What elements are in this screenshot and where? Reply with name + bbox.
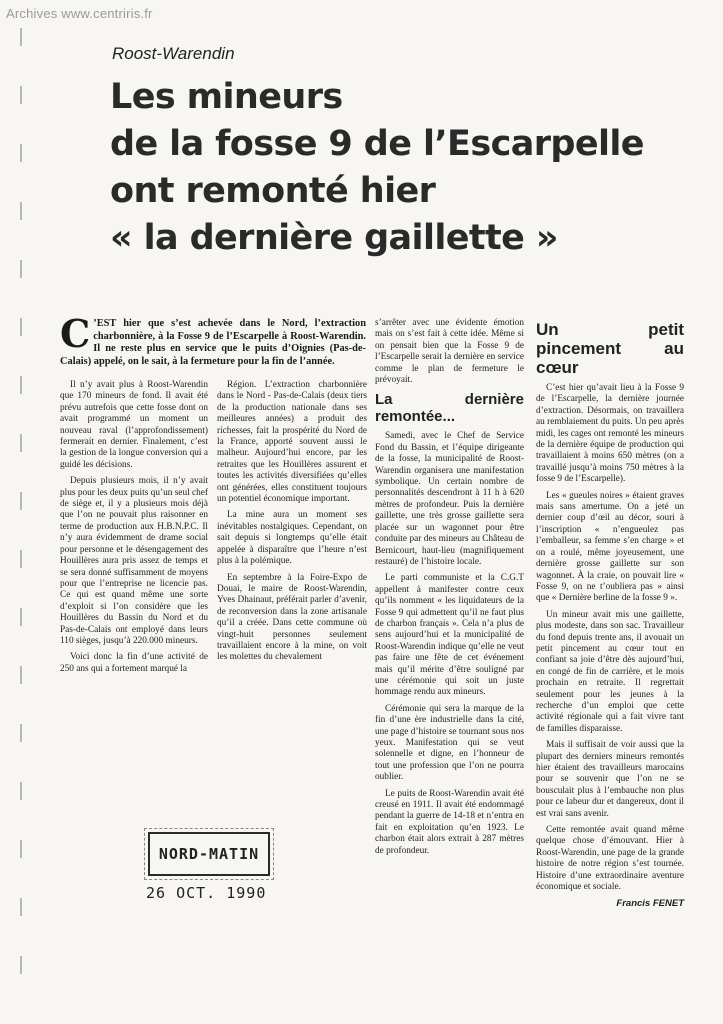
paragraph: Voici donc la fin d’une activité de 250 ans qui a fortement marqué la xyxy=(60,652,208,674)
paragraph: Cérémonie qui sera la marque de la fin d’une ère industrielle dans la cité, une page d’histoire se tournant sous nos yeux. Manifestation qui se veut solennelle et digne, en l’honneur de tout une profession que l’on ne pourra oublier. xyxy=(375,703,524,783)
paragraph: En septembre à la Foire-Expo de Douai, le maire de Roost-Warendin, Yves Dhainaut, préférait parler d’avenir, de reconversion dans la zone artisanale qu’il a créée. Dans cette commune où vingt-huit personnes seulement travaillaient encore à la mine, on voit les molettes du chevalement xyxy=(217,572,367,663)
subheading: Un petit pincement au cœur xyxy=(536,320,684,377)
paragraph: Un mineur avait mis une gaillette, plus modeste, dans son sac. Travailleur du fond depuis trente ans, il avouait un petit pincement au cœur tout en confiant sa joie d’être dès aujourd’hui, en congé de fin de carrière, et le mois prochain en retraite. Il regrettait seulement pour les jeunes à la recherche d’un emploi que cette activité régionale qui a fait vivre tant de familles disparaisse. xyxy=(536,609,684,734)
paragraph: C’est hier qu’avait lieu à la Fosse 9 de l’Escarpelle, la dernière journée d’extraction. Désormais, on travaillera au remblaiement du puits. Un peu après midi, les cages ont remonté les mineurs de la dernière équipe de production qui travaillaient à moins 650 mètres (on a travaillé jusqu’à moins 750 mètres à la fosse 9 de l’Escarpelle). xyxy=(536,383,684,485)
paragraph: Il n’y avait plus à Roost-Warendin que 170 mineurs de fond. Il avait été prévu autrefois que cette fosse dont on avait programmé un moment un nouveau raval (l’approfondissement) fermerait en dernier. Finalement, c’est la gestion de la longue conversion qui a guidé les décisions. xyxy=(60,380,208,470)
date-stamp: 26 OCT. 1990 xyxy=(146,884,267,902)
headline-line: « la dernière gaillette » xyxy=(110,218,558,258)
headline-line: ont remonté hier xyxy=(110,171,436,211)
paragraph: s’arrêter avec une évidente émotion mais on s’est fait à cette idée. Même si on pensait bien que la Fosse 9 de l’Escarpelle serait la dernière en service comme le plan de fermeture le prévoyait. xyxy=(375,318,524,386)
binder-holes xyxy=(14,28,30,988)
paragraph: Région. L’extraction charbonnière dans le Nord - Pas-de-Calais (deux tiers de la production nationale dans ses meilleures années) a produit des richesses, fait la prospérité du Nord de la France, apporté souvent aussi le malheur. Aujourd’hui encore, par les retraites que les Houillères assurent et toutes les activités diversifiées qu’elles ont générées, elles constituent toujours un potentiel économique important. xyxy=(217,380,367,505)
stamp-label: NORD-MATIN xyxy=(158,845,260,863)
column-1 xyxy=(60,380,208,680)
paragraph: Samedi, avec le Chef de Service Fond du Bassin, et l’équipe dirigeante de la fosse, la municipalité de Roost-Warendin organisera une manifestation symbolique. Un certain nombre de personnalités descendront à 11 h à 620 mètres de profondeur. Puis la dernière gaillette, une très grosse gaillette sera placée sur un wagonnet pour être conduite par des mineurs au Château de Bernicourt, haut-lieu (magnifiquement restauré) de l’histoire locale. xyxy=(375,431,524,567)
headline-line: Les mineurs xyxy=(110,77,343,117)
paragraph: Les « gueules noires » étaient graves mais sans amertume. On a jeté un dernier coup d’œil au décor, souri à l’inscription « n’engueulez pas l’emballeur, sa femme s’en charge » et on a roulé, même joyeusement, une dernière grosse gaillette sur son wagonnet. À la craie, on pouvait lire « Fosse 9, on ne t’oubliera pas » ainsi que « Dernière berline de la fosse 9 ». xyxy=(536,490,684,604)
article-headline xyxy=(110,74,644,262)
author-byline: Francis FENET xyxy=(616,898,684,910)
paragraph: Mais il suffisait de voir aussi que la plupart des derniers mineurs remontés hier étaient des travailleurs marocains pour se souvenir que l’on ne se bousculait plus à l’embauche non plus pour ce labeur dur et dangereux, dont il est vrai sans avenir. xyxy=(536,740,684,819)
headline-line: de la fosse 9 de l’Escarpelle xyxy=(110,124,644,164)
column-4 xyxy=(536,318,684,910)
subheading: La dernière remontée... xyxy=(375,391,524,426)
paragraph: Cette remontée avait quand même quelque chose d’émouvant. Hier à Roost-Warendin, une page de la grande histoire de notre région s’est tournée. Histoire d’une extraordinaire aventure économique et sociale. xyxy=(536,825,684,893)
archive-watermark: Archives www.centriris.fr xyxy=(6,6,153,21)
lead-text: ’EST hier que s’est achevée dans le Nord, l’extraction charbonnière, à la Fosse 9 de l’Escarpelle à Roost-Warendin. Il ne reste plus en service que le puits d’Oignies (Pas-de-Calais) appelé, on le sait, à la fermeture pour la fin de l’année. xyxy=(60,318,366,367)
newspaper-stamp xyxy=(148,832,270,876)
column-2 xyxy=(217,380,367,669)
paragraph: Le puits de Roost-Warendin avait été creusé en 1911. Il avait été endommagé pendant la guerre de 14-18 et n’entra en fait en exploitation qu’en 1923. Le charbon était alors extrait à 287 mètres de profondeur. xyxy=(375,788,524,856)
article-kicker: Roost-Warendin xyxy=(112,44,235,63)
paragraph: Le parti communiste et la C.G.T appellent à manifester contre ceux qu’ils nomment « les liquidateurs de la Fosse 9 qui admettent qu’il ne faut plus de charbon français ». Cela n’a plus de sens aujourd’hui et la municipalité de Roost-Warendin indique qu’elle ne veut pas faire une fête de cet événement mais qu’il mérite d’être souligné par une cérémonie qui soit un juste hommage rendu aux mineurs. xyxy=(375,573,524,698)
column-3 xyxy=(375,318,524,862)
drop-cap: C xyxy=(60,311,91,356)
article-lead xyxy=(60,311,366,368)
paragraph: La mine aura un moment ses inévitables nostalgiques. Cependant, on sait depuis si longtemps qu’elle était appelée à disparaître que l’heure n’est plus à la polémique. xyxy=(217,510,367,567)
paragraph: Depuis plusieurs mois, il n’y avait plus pour les deux puits qu’un seul chef de siège et, il y a plusieurs mois déjà que l’on ne pouvait plus raisonner en terme de production aux H.B.N.P.C. Il n’y aura évidemment de drame social pour personne et le désengagement des Houillères aura pris assez de temps et se sera donné suffisamment de moyens pour que l’entreprise ne licencie pas. Ce qui est quand même une sorte d’exploit si l’on considère que les Houillères du Bassin du Nord et du Pas-de-Calais ont employé dans leurs 110 sièges, jusqu’à 220.000 mineurs. xyxy=(60,476,208,646)
